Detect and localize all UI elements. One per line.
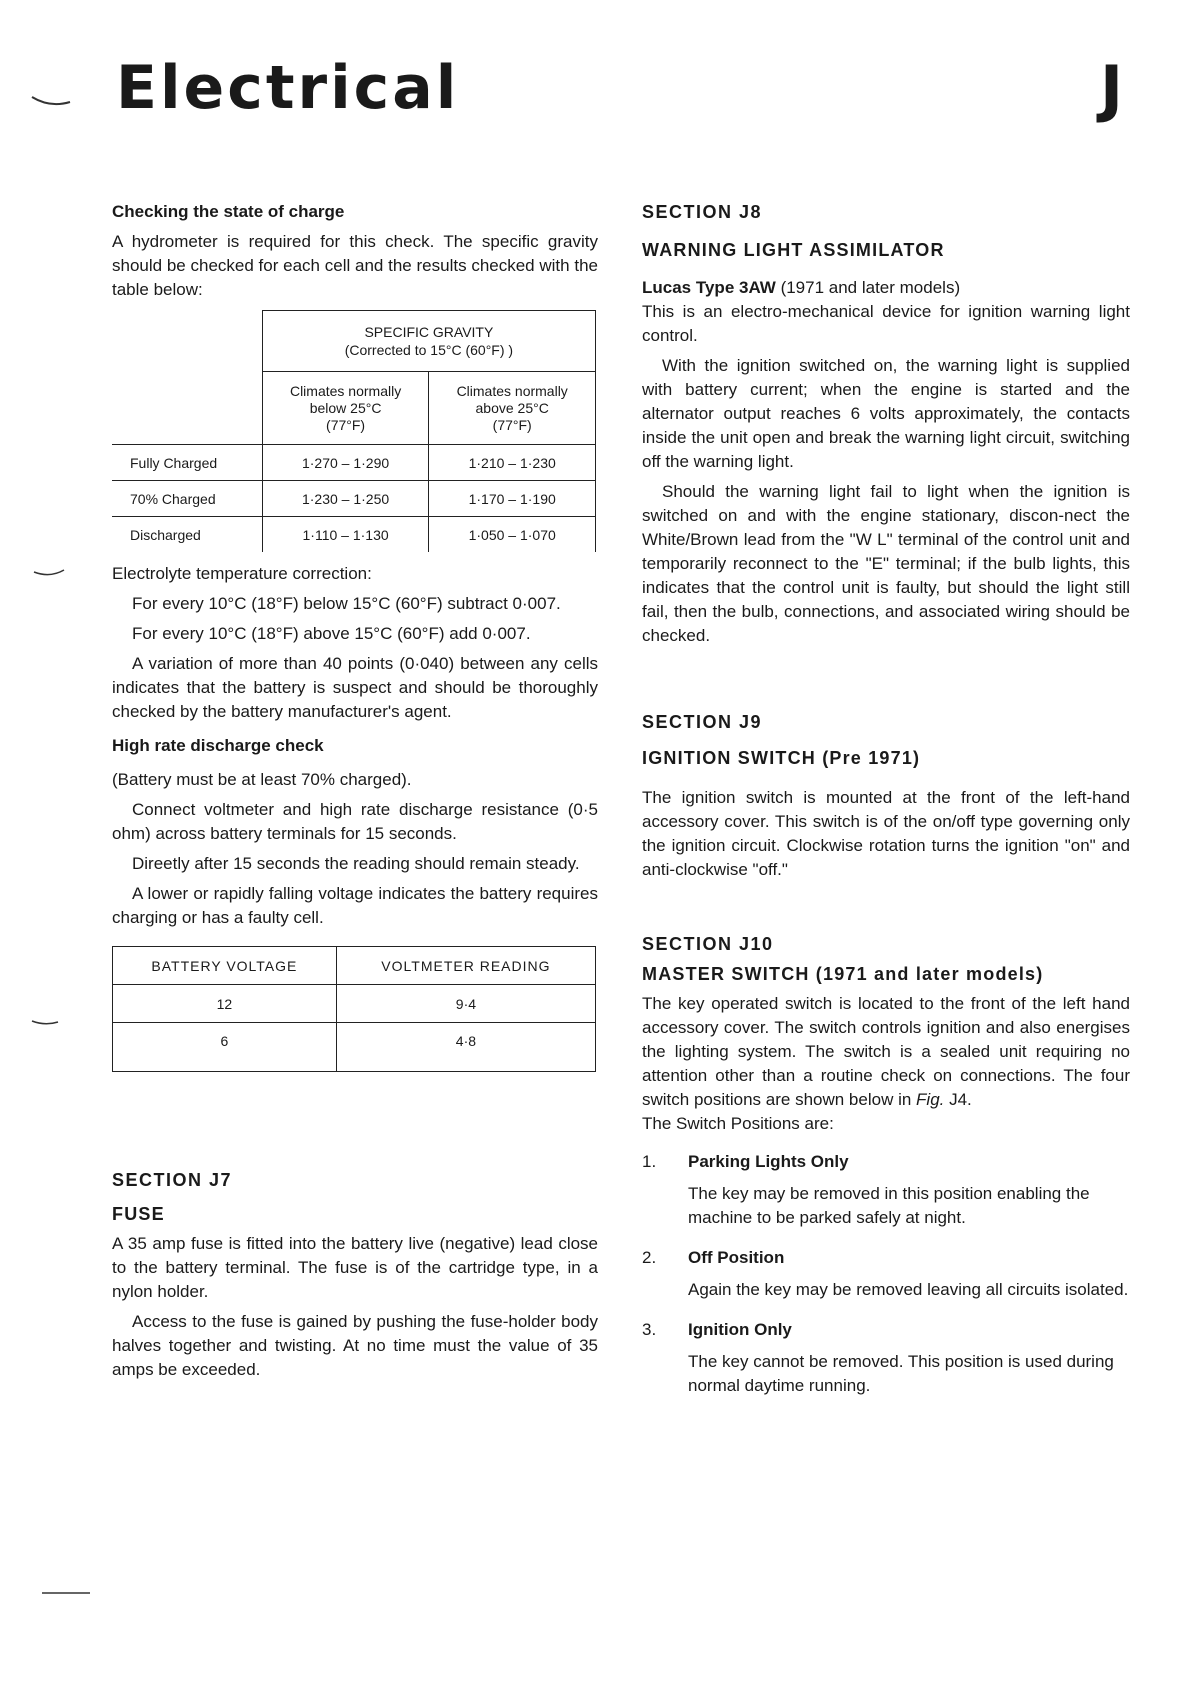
- charge-heading: Checking the state of charge: [112, 202, 345, 221]
- bv-reading: 9·4: [336, 985, 595, 1023]
- right-column: [642, 200, 1130, 1414]
- sg-col-above-line2: above 25°C: [475, 399, 549, 416]
- hrd-p4: A lower or rapidly falling voltage indicates the battery requires charging or has a faulty cell.: [112, 884, 598, 927]
- temp-correction: Electrolyte temperature correction:: [112, 564, 372, 583]
- table-row: [113, 1023, 596, 1072]
- scan-mark-top: [30, 94, 74, 110]
- sg-col-above-line3: (77°F): [492, 416, 532, 433]
- sg-row-above: 1·050 – 1·070: [429, 517, 596, 553]
- table-row: [112, 481, 596, 517]
- j9-heading: IGNITION SWITCH (Pre 1971): [642, 748, 921, 768]
- hrd-p3: Direetly after 15 seconds the reading should remain steady.: [132, 854, 580, 873]
- j10-p1: [642, 992, 1130, 1112]
- sg-col-below: [262, 372, 429, 445]
- hrd-heading: High rate discharge check: [112, 736, 324, 755]
- bv-reading: 4·8: [336, 1023, 595, 1072]
- j10-label: SECTION J10: [642, 934, 774, 954]
- position-title: Off Position: [688, 1248, 785, 1267]
- scan-mark-lower: [30, 1018, 60, 1028]
- j8-type-bold: Lucas Type 3AW: [642, 278, 776, 297]
- j7-p1: A 35 amp fuse is fitted into the battery live (negative) lead close to the battery terminal. The fuse is of the cartridge type, in a nylon holder.: [112, 1234, 598, 1301]
- position-title: Ignition Only: [688, 1320, 792, 1339]
- hrd-p2: Connect voltmeter and high rate discharge resistance (0·5 ohm) across battery terminals for 15 seconds.: [112, 800, 598, 843]
- position-number: 2.: [642, 1248, 657, 1267]
- j10-heading: MASTER SWITCH (1971 and later models): [642, 964, 1044, 984]
- sg-row-label: Fully Charged: [112, 445, 262, 481]
- page-title: Electrical: [116, 53, 460, 123]
- sg-table-header: [262, 311, 595, 372]
- temp-below: For every 10°C (18°F) below 15°C (60°F) subtract 0·007.: [132, 594, 561, 613]
- sg-row-above: 1·210 – 1·230: [429, 445, 596, 481]
- bv-col-voltage: BATTERY VOLTAGE: [113, 947, 337, 985]
- sg-col-below-line1: Climates normally: [289, 382, 402, 399]
- sg-col-below-line3: (77°F): [326, 416, 366, 433]
- j8-type: [642, 276, 1130, 300]
- position-text: The key cannot be removed. This position is used during normal daytime running.: [688, 1352, 1114, 1395]
- position-number: 3.: [642, 1320, 657, 1339]
- sg-row-below: 1·270 – 1·290: [262, 445, 429, 481]
- sg-row-label: Discharged: [112, 517, 262, 553]
- charge-intro: A hydrometer is required for this check. The specific gravity should be checked for each cell and the results checked with the table below:: [112, 232, 598, 299]
- j8-heading: WARNING LIGHT ASSIMILATOR: [642, 240, 945, 260]
- j10-p2: The Switch Positions are:: [642, 1114, 834, 1133]
- position-text: Again the key may be removed leaving all circuits isolated.: [688, 1280, 1129, 1299]
- temp-above: For every 10°C (18°F) above 15°C (60°F) add 0·007.: [132, 624, 531, 643]
- scan-mark-bottom: [40, 1590, 92, 1596]
- j10-p1-after: J4.: [944, 1090, 972, 1109]
- sg-row-label: 70% Charged: [112, 481, 262, 517]
- position-title: Parking Lights Only: [688, 1152, 849, 1171]
- list-item: [642, 1150, 1130, 1230]
- j8-p1: This is an electro-mechanical device for ignition warning light control.: [642, 302, 1130, 345]
- sg-row-below: 1·110 – 1·130: [262, 517, 429, 553]
- table-row: [113, 985, 596, 1023]
- list-item: [642, 1318, 1130, 1398]
- spacer: [112, 1072, 598, 1168]
- position-text: The key may be removed in this position enabling the machine to be parked safely at night.: [688, 1184, 1090, 1227]
- j8-p3: Should the warning light fail to light when the ignition is switched on and with the engine stationary, discon-nect the White/Brown lead from the "W L" terminal of the control unit and temporarily reconnect to the "E" terminal; if the bulb lights, this indicates that the control unit is faulty, but should the light still fail, then the bulb, connections, and associated wiring should be checked.: [642, 482, 1130, 645]
- sg-row-above: 1·170 – 1·190: [429, 481, 596, 517]
- j9-p1: The ignition switch is mounted at the front of the left-hand accessory cover. This switch is of the on/off type governing only the ignition circuit. Clockwise rotation turns the ignition "on" and anti-clockwise "off.": [642, 788, 1130, 879]
- list-item: [642, 1246, 1130, 1302]
- sg-header-line2: (Corrected to 15°C (60°F) ): [344, 342, 514, 358]
- section-letter: J: [1100, 52, 1124, 125]
- switch-positions-list: [642, 1150, 1130, 1398]
- spacer: [642, 888, 1130, 932]
- spacer: [642, 654, 1130, 710]
- j7-heading: FUSE: [112, 1204, 165, 1224]
- scan-mark-middle: [32, 568, 66, 580]
- bv-voltage: 12: [113, 985, 337, 1023]
- bv-col-reading: VOLTMETER READING: [336, 947, 595, 985]
- j8-type-rest: (1971 and later models): [775, 278, 961, 297]
- j10-p1-before: The key operated switch is located to the front of the left hand accessory cover. The switch controls ignition and also energises the lighting system. The switch is a sealed unit requiring no attention other than a routine check on connections. The four switch positions are shown below in: [642, 994, 1130, 1109]
- specific-gravity-table: [112, 310, 596, 552]
- j7-label: SECTION J7: [112, 1170, 233, 1190]
- sg-table-corner: [112, 311, 262, 445]
- sg-col-above: [429, 372, 596, 445]
- sg-col-below-line2: below 25°C: [309, 399, 382, 416]
- position-number: 1.: [642, 1152, 657, 1171]
- j7-p2: Access to the fuse is gained by pushing the fuse-holder body halves together and twisting. At no time must the value of 35 amps be exceeded.: [112, 1312, 598, 1379]
- hrd-p1: (Battery must be at least 70% charged).: [112, 770, 412, 789]
- left-column: [112, 200, 598, 1388]
- bv-voltage: 6: [113, 1023, 337, 1072]
- j8-p2: With the ignition switched on, the warning light is supplied with battery current; when the engine is started and the alternator output reaches 6 volts approximately, the contacts inside the unit open and break the warning light circuit, switching off the warning light.: [642, 356, 1130, 471]
- sg-row-below: 1·230 – 1·250: [262, 481, 429, 517]
- j10-fig: Fig.: [916, 1090, 945, 1109]
- table-row: [112, 445, 596, 481]
- sg-col-above-line1: Climates normally: [456, 382, 568, 399]
- sg-header-line1: SPECIFIC GRAVITY: [364, 324, 494, 340]
- table-row: [112, 517, 596, 553]
- j8-label: SECTION J8: [642, 202, 763, 222]
- j9-label: SECTION J9: [642, 712, 763, 732]
- battery-voltage-table: [112, 946, 596, 1072]
- variation-note: A variation of more than 40 points (0·040) between any cells indicates that the battery is suspect and should be thoroughly checked by the battery manufacturer's agent.: [112, 654, 598, 721]
